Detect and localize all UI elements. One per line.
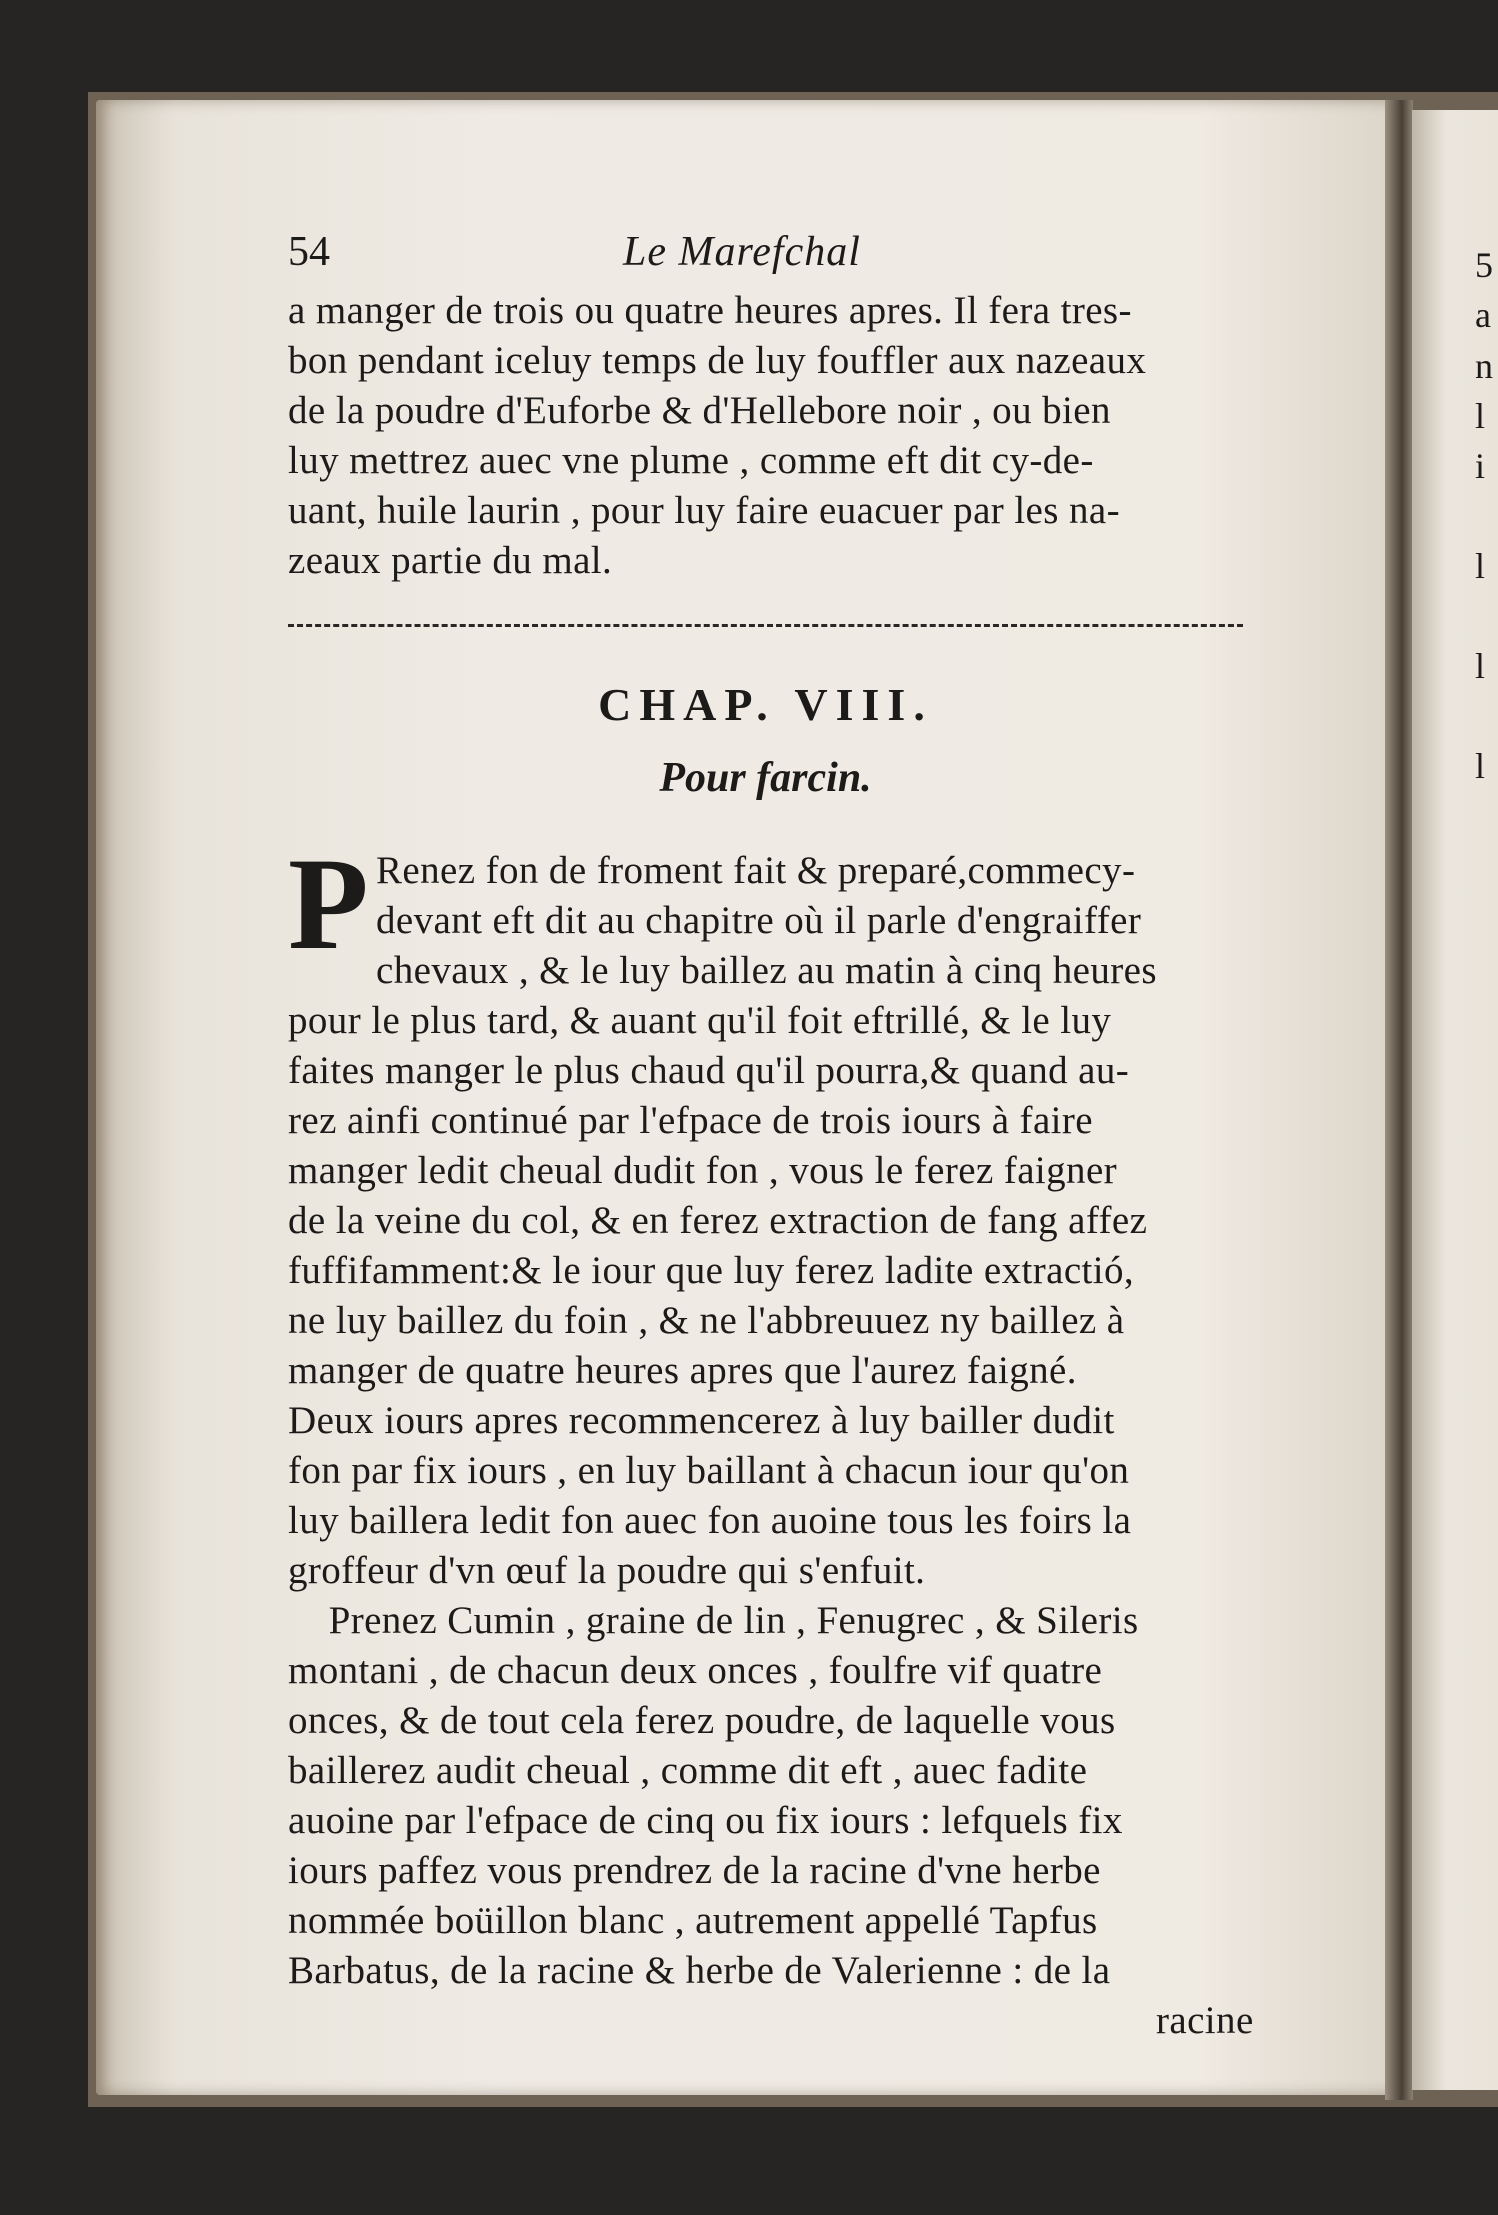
chapter-subtitle: Pour farcin. [659,755,872,801]
text-line: iours paffez vous prendrez de la racine d'vne herbe [288,1849,1101,1892]
text-line: luy mettrez auec vne plume , comme eft dit cy-de- [288,439,1094,482]
text-line: faites manger le plus chaud qu'il pourra,& quand au- [288,1049,1130,1092]
text-line: groffeur d'vn œuf la poudre qui s'enfuit. [288,1549,926,1592]
text-line: devant eft dit au chapitre où il parle d'engraiffer [376,899,1142,942]
drop-cap: P [288,830,369,977]
text-line: auoine par l'efpace de cinq ou fix iours : lefquels fix [288,1799,1123,1842]
text-line: a manger de trois ou quatre heures apres. Il fera tres- [288,289,1132,332]
catchword: racine [1156,1999,1254,2042]
facing-page-fragment: l [1475,746,1486,786]
text-line: nommée boüillon blanc , autrement appellé Tapfus [288,1899,1098,1942]
text-line: de la veine du col, & en ferez extraction de fang affez [288,1199,1148,1242]
text-line: pour le plus tard, & auant qu'il foit eftrillé, & le luy [288,999,1112,1042]
text-line: Prenez Cumin , graine de lin , Fenugrec , & Sileris [288,1599,1139,1642]
text-line: ne luy baillez du foin , & ne l'abbreuuez ny baillez à [288,1299,1125,1342]
text-line: fuffifamment:& le iour que luy ferez ladite extractió, [288,1249,1135,1292]
book-gutter [1385,100,1413,2100]
text-line: bon pendant iceluy temps de luy fouffler aux nazeaux [288,339,1147,382]
running-head [288,228,1270,288]
section-rule [288,624,1243,627]
page-number: 54 [288,229,330,275]
text-line: chevaux , & le luy baillez au matin à cinq heures [376,949,1157,992]
text-line: baillerez audit cheual , comme dit eft , auec fadite [288,1749,1088,1792]
text-line: onces, & de tout cela ferez poudre, de laquelle vous [288,1699,1116,1742]
facing-page-fragment: l [1475,546,1486,586]
text-line: Deux iours apres recommencerez à luy bailler dudit [288,1399,1115,1442]
text-line: uant, huile laurin , pour luy faire euacuer par les na- [288,489,1120,532]
text-line: Barbatus, de la racine & herbe de Valerienne : de la [288,1949,1111,1992]
facing-page-fragment: n [1475,346,1493,386]
text-line: luy baillera ledit fon auec fon auoine tous les foirs la [288,1499,1132,1542]
running-title: Le Marefchal [623,229,861,275]
text-line: montani , de chacun deux onces , foulfre vif quatre [288,1649,1103,1692]
facing-page-edge [1412,110,1498,2090]
facing-page-fragment: l [1475,646,1486,686]
facing-page-fragment: a [1475,295,1491,335]
facing-page-fragment: l [1475,396,1486,436]
text-line: fon par fix iours , en luy baillant à chacun iour qu'on [288,1449,1130,1492]
facing-page-fragment: i [1475,446,1486,486]
text-line: manger ledit cheual dudit fon , vous le ferez faigner [288,1149,1118,1192]
text-line: manger de quatre heures apres que l'aurez faigné. [288,1349,1077,1392]
text-line: zeaux partie du mal. [288,539,613,582]
text-line: rez ainfi continué par l'efpace de trois iours à faire [288,1099,1093,1142]
text-line: de la poudre d'Euforbe & d'Hellebore noir , ou bien [288,389,1111,432]
chapter-heading: CHAP. VIII. [598,679,933,730]
facing-page-fragment: 5 [1475,245,1493,285]
text-line: Renez fon de froment fait & preparé,commecy- [376,849,1136,892]
